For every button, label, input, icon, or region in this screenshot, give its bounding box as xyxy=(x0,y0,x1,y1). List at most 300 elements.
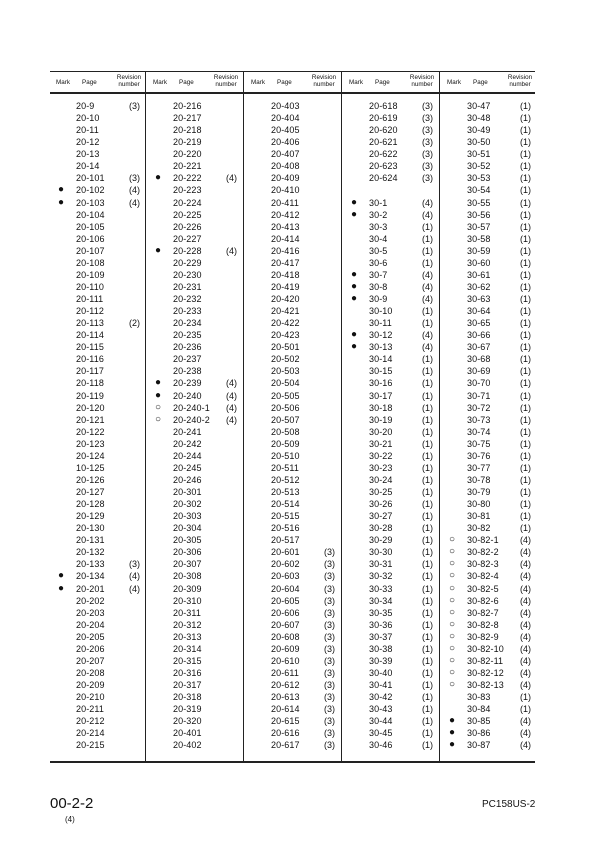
revision-mark: ○ xyxy=(448,534,456,546)
revision-mark: ● xyxy=(350,329,358,341)
table-row xyxy=(343,583,439,595)
revision-number: (4) xyxy=(226,173,237,184)
table-row xyxy=(441,317,537,329)
page-ref: 20-622 xyxy=(369,149,398,160)
table-row xyxy=(147,414,243,426)
page-ref: 20-122 xyxy=(76,426,105,437)
page-ref: 20-513 xyxy=(271,487,300,497)
page-ref: 20-227 xyxy=(173,233,202,244)
page-ref: 20-620 xyxy=(369,125,398,136)
table-row xyxy=(50,305,146,317)
page-ref: 30-53 xyxy=(467,173,491,184)
table-row xyxy=(147,595,243,607)
table-row xyxy=(343,112,439,124)
table-row xyxy=(245,655,341,667)
table-row xyxy=(245,438,341,450)
page-ref: 20-418 xyxy=(271,269,300,280)
table-row xyxy=(441,402,537,414)
page-ref: 20-307 xyxy=(173,559,202,570)
page-ref: 20-134 xyxy=(76,571,105,582)
table-row xyxy=(50,727,146,739)
table-row xyxy=(50,558,146,570)
table-row xyxy=(147,498,243,510)
column-header xyxy=(245,72,341,92)
table-row xyxy=(147,245,243,257)
page-ref: 20-506 xyxy=(271,402,300,413)
page-ref: 30-39 xyxy=(369,655,393,666)
table-row xyxy=(441,160,537,172)
page-ref: 20-225 xyxy=(173,209,202,220)
page-ref: 30-66 xyxy=(467,330,491,341)
page-ref: 30-65 xyxy=(467,318,491,329)
page-ref: 20-104 xyxy=(76,209,105,220)
revision-number: (1) xyxy=(422,523,433,534)
revision-number: (1) xyxy=(422,318,433,329)
page-ref: 30-11 xyxy=(369,318,392,329)
page-ref: 20-234 xyxy=(173,318,202,329)
page-ref: 20-233 xyxy=(173,306,202,317)
table-row xyxy=(245,570,341,582)
table-row xyxy=(147,703,243,715)
revision-number: (3) xyxy=(324,692,335,703)
page-column xyxy=(147,72,243,751)
page-ref: 20-608 xyxy=(271,631,300,642)
page-ref: 20-615 xyxy=(271,716,300,727)
page-ref: 30-59 xyxy=(467,245,491,256)
table-row xyxy=(343,341,439,353)
page-ref: 20-128 xyxy=(76,499,105,510)
table-row xyxy=(50,703,146,715)
page-ref: 20-316 xyxy=(173,667,202,678)
revision-mark: ● xyxy=(350,341,358,353)
page-ref: 20-508 xyxy=(271,426,300,437)
table-row xyxy=(441,257,537,269)
table-row xyxy=(245,269,341,281)
revision-number: (4) xyxy=(520,547,531,558)
revision-number: (1) xyxy=(422,704,433,715)
page-ref: 20-109 xyxy=(76,269,105,280)
table-row xyxy=(50,148,146,160)
table-row xyxy=(245,510,341,522)
revision-number: (4) xyxy=(226,402,237,413)
table-row xyxy=(147,172,243,184)
revision-number: (3) xyxy=(324,571,335,582)
table-row xyxy=(343,558,439,570)
page-ref: 20-202 xyxy=(76,595,105,606)
page-ref: 20-12 xyxy=(76,137,100,148)
page-ref: 20-123 xyxy=(76,438,105,449)
table-row xyxy=(441,100,537,112)
revision-number: (1) xyxy=(520,137,531,148)
table-row xyxy=(343,534,439,546)
revision-number: (4) xyxy=(422,342,433,353)
page-ref: 10-125 xyxy=(76,462,105,473)
revision-number: (3) xyxy=(324,619,335,630)
page-ref: 30-20 xyxy=(369,426,393,437)
table-row xyxy=(343,498,439,510)
table-row xyxy=(147,546,243,558)
table-row xyxy=(343,703,439,715)
page-ref: 20-605 xyxy=(271,595,300,606)
page-ref: 20-10 xyxy=(76,113,100,124)
table-row xyxy=(245,317,341,329)
revision-number: (1) xyxy=(422,571,433,582)
page-ref: 20-11 xyxy=(76,125,99,136)
table-row xyxy=(147,583,243,595)
page-ref: 30-80 xyxy=(467,499,491,510)
revision-number: (4) xyxy=(422,197,433,208)
page-ref: 20-222 xyxy=(173,173,202,184)
revision-number: (3) xyxy=(324,595,335,606)
table-row xyxy=(50,450,146,462)
revision-mark: ○ xyxy=(448,642,456,654)
table-row xyxy=(50,209,146,221)
page-ref: 20-504 xyxy=(271,378,300,389)
revision-number: (1) xyxy=(422,306,433,317)
page-ref: 30-74 xyxy=(467,426,491,437)
page-ref: 20-240-2 xyxy=(173,414,210,425)
revision-number: (4) xyxy=(422,281,433,292)
table-row xyxy=(245,595,341,607)
revision-number: (1) xyxy=(520,450,531,461)
table-row xyxy=(441,353,537,365)
table-row xyxy=(343,197,439,209)
header-bottom-rule xyxy=(50,92,535,94)
page-ref: 20-420 xyxy=(271,294,300,304)
revision-number: (4) xyxy=(422,209,433,220)
page-ref: 20-240-1 xyxy=(173,402,210,413)
page-ref: 30-31 xyxy=(369,559,393,570)
table-row xyxy=(343,329,439,341)
table-row xyxy=(147,317,243,329)
revision-number: (4) xyxy=(129,583,140,594)
table-row xyxy=(343,643,439,655)
revision-number: (3) xyxy=(324,583,335,594)
revision-mark: ● xyxy=(350,268,358,280)
page-ref: 20-607 xyxy=(271,619,300,630)
revision-number: (1) xyxy=(422,438,433,449)
table-row xyxy=(147,558,243,570)
table-row xyxy=(147,402,243,414)
revision-number: (4) xyxy=(520,535,531,546)
page-ref: 20-318 xyxy=(173,692,202,703)
table-row xyxy=(343,474,439,486)
page-column xyxy=(245,72,341,751)
page-ref: 20-406 xyxy=(271,137,300,148)
page-ref: 30-44 xyxy=(369,716,393,727)
revision-number: (1) xyxy=(422,233,433,244)
revision-number: (4) xyxy=(520,655,531,666)
page-ref: 20-201 xyxy=(76,583,105,594)
revision-number: (1) xyxy=(422,245,433,256)
page-ref: 20-312 xyxy=(173,619,202,630)
table-row xyxy=(441,450,537,462)
revision-mark: ○ xyxy=(448,679,456,690)
page-ref: 30-16 xyxy=(369,378,393,389)
page-ref: 30-2 xyxy=(369,209,388,220)
table-row xyxy=(147,667,243,679)
page-ref: 20-9 xyxy=(76,101,95,111)
table-row xyxy=(343,438,439,450)
page-ref: 30-32 xyxy=(369,571,393,582)
page-ref: 20-217 xyxy=(173,113,202,124)
page-ref: 20-121 xyxy=(76,414,105,425)
table-row xyxy=(147,739,243,751)
page-ref: 20-103 xyxy=(76,197,105,208)
table-row xyxy=(245,390,341,402)
table-row xyxy=(147,377,243,389)
revision-number: (1) xyxy=(520,149,531,160)
table-row xyxy=(147,522,243,534)
table-row xyxy=(50,257,146,269)
page-ref: 20-203 xyxy=(76,607,105,618)
page-ref: 20-301 xyxy=(173,487,202,497)
table-row xyxy=(245,607,341,619)
page-ref: 30-18 xyxy=(369,402,393,413)
table-row xyxy=(50,329,146,341)
page-ref: 20-236 xyxy=(173,342,202,353)
page-ref: 20-623 xyxy=(369,161,398,172)
page-ref: 30-60 xyxy=(467,257,491,268)
revision-number: (3) xyxy=(422,137,433,148)
revision-mark: ○ xyxy=(448,606,456,618)
page-ref: 30-12 xyxy=(369,330,393,341)
table-row xyxy=(147,160,243,172)
table-row xyxy=(147,197,243,209)
page-ref: 30-5 xyxy=(369,245,388,256)
page-ref: 20-118 xyxy=(76,378,104,389)
table-row xyxy=(245,691,341,703)
page-ref: 20-223 xyxy=(173,185,202,196)
table-row xyxy=(441,619,537,631)
page-header: Page xyxy=(277,79,292,86)
page-ref: 20-314 xyxy=(173,643,202,654)
revision-number: (1) xyxy=(422,499,433,510)
table-row xyxy=(441,438,537,450)
page-ref: 20-423 xyxy=(271,330,300,341)
page-ref: 20-130 xyxy=(76,523,105,534)
revision-number: (1) xyxy=(520,378,531,389)
revision-number: (4) xyxy=(226,414,237,425)
revision-mark: ○ xyxy=(154,401,162,413)
page-ref: 30-70 xyxy=(467,378,491,389)
page-ref: 20-131 xyxy=(76,535,105,546)
table-row xyxy=(50,402,146,414)
table-row xyxy=(245,414,341,426)
page-ref: 20-407 xyxy=(271,149,300,160)
revision-mark: ● xyxy=(448,727,456,739)
page-ref: 20-115 xyxy=(76,342,104,353)
page-ref: 20-229 xyxy=(173,257,202,268)
page-ref: 20-238 xyxy=(173,366,202,377)
table-row xyxy=(441,655,537,667)
revision-number: (4) xyxy=(520,728,531,739)
revision-number: (3) xyxy=(422,101,433,111)
table-row xyxy=(50,739,146,751)
revision-number: (1) xyxy=(520,245,531,256)
page-ref: 20-419 xyxy=(271,281,300,292)
revision-mark: ● xyxy=(350,208,358,220)
revision-header: Revision number xyxy=(409,74,435,88)
page-ref: 20-105 xyxy=(76,221,105,232)
table-row xyxy=(245,498,341,510)
table-row xyxy=(245,329,341,341)
revision-number: (1) xyxy=(520,101,531,111)
page-ref: 20-410 xyxy=(271,185,300,196)
page-ref: 30-81 xyxy=(467,511,491,522)
revision-number: (1) xyxy=(422,680,433,690)
table-row xyxy=(441,462,537,474)
page-ref: 20-610 xyxy=(271,655,300,666)
revision-number: (3) xyxy=(129,559,140,570)
page-ref: 30-82 xyxy=(467,523,491,534)
page-ref: 30-24 xyxy=(369,474,393,485)
revision-number: (1) xyxy=(520,523,531,534)
revision-header: Revision number xyxy=(116,74,142,88)
table-row xyxy=(441,233,537,245)
page-ref: 20-132 xyxy=(76,547,105,558)
revision-number: (3) xyxy=(129,173,140,184)
page-ref: 20-126 xyxy=(76,474,105,485)
page-ref: 20-507 xyxy=(271,414,300,425)
page-ref: 30-84 xyxy=(467,704,491,715)
column-divider xyxy=(243,72,244,761)
table-row xyxy=(441,510,537,522)
table-row xyxy=(343,510,439,522)
revision-number: (4) xyxy=(520,607,531,618)
table-row xyxy=(245,281,341,293)
page-ref: 30-38 xyxy=(369,643,393,654)
revision-mark: ● xyxy=(448,715,456,727)
page-ref: 30-82-1 xyxy=(467,535,499,546)
table-row xyxy=(50,583,146,595)
table-bottom-rule xyxy=(50,761,535,763)
table-row xyxy=(147,619,243,631)
page-ref: 30-55 xyxy=(467,197,491,208)
page-ref: 20-408 xyxy=(271,161,300,172)
page-ref: 30-85 xyxy=(467,716,491,727)
revision-mark: ● xyxy=(57,582,65,594)
table-row xyxy=(245,558,341,570)
page-ref: 20-113 xyxy=(76,318,104,329)
revision-number: (1) xyxy=(422,487,433,497)
table-row xyxy=(441,715,537,727)
page-ref: 20-106 xyxy=(76,233,105,244)
revision-number: (1) xyxy=(520,704,531,715)
page-ref: 20-421 xyxy=(271,306,300,317)
page-ref: 20-245 xyxy=(173,462,202,473)
table-row xyxy=(441,341,537,353)
revision-number: (1) xyxy=(422,474,433,485)
table-row xyxy=(147,124,243,136)
table-row xyxy=(245,112,341,124)
table-row xyxy=(245,546,341,558)
table-row xyxy=(441,558,537,570)
table-row xyxy=(50,317,146,329)
revision-number: (4) xyxy=(520,716,531,727)
table-row xyxy=(343,353,439,365)
page-ref: 20-231 xyxy=(173,281,202,292)
table-row xyxy=(343,305,439,317)
page-ref: 30-1 xyxy=(369,197,388,208)
mark-header: Mark xyxy=(56,79,70,86)
table-row xyxy=(147,281,243,293)
table-row xyxy=(343,486,439,498)
page-ref: 20-13 xyxy=(76,149,100,160)
page-ref: 30-71 xyxy=(467,390,491,401)
table-row xyxy=(50,365,146,377)
revision-number: (2) xyxy=(129,318,140,329)
page-ref: 20-511 xyxy=(271,462,299,473)
page-ref: 20-212 xyxy=(76,716,105,727)
revision-number: (1) xyxy=(422,426,433,437)
page-header: Page xyxy=(82,79,97,86)
table-row xyxy=(343,607,439,619)
page-ref: 20-241 xyxy=(173,426,202,437)
table-row xyxy=(50,197,146,209)
page-ref: 20-515 xyxy=(271,511,300,522)
column-divider xyxy=(439,72,440,761)
page-ref: 30-46 xyxy=(369,740,393,751)
table-row xyxy=(147,534,243,546)
revision-number: (3) xyxy=(324,680,335,690)
revision-mark: ● xyxy=(57,196,65,208)
table-row xyxy=(50,160,146,172)
revision-number: (4) xyxy=(129,571,140,582)
page-ref: 20-304 xyxy=(173,523,202,534)
table-row xyxy=(343,257,439,269)
page-ref: 20-317 xyxy=(173,680,202,690)
page-ref: 20-119 xyxy=(76,390,104,401)
page-header: Page xyxy=(375,79,390,86)
page-ref: 20-602 xyxy=(271,559,300,570)
revision-number: (1) xyxy=(520,233,531,244)
revision-number: (1) xyxy=(520,692,531,703)
table-row xyxy=(245,353,341,365)
revision-number: (4) xyxy=(520,619,531,630)
page-ref: 20-603 xyxy=(271,571,300,582)
table-row xyxy=(245,221,341,233)
table-row xyxy=(50,679,146,691)
revision-number: (3) xyxy=(324,667,335,678)
table-row xyxy=(441,607,537,619)
page-ref: 30-54 xyxy=(467,185,491,196)
page-ref: 30-52 xyxy=(467,161,491,172)
table-row xyxy=(245,293,341,305)
table-row xyxy=(147,365,243,377)
revision-number: (1) xyxy=(520,487,531,497)
table-row xyxy=(50,619,146,631)
revision-number: (1) xyxy=(520,354,531,365)
page-ref: 20-417 xyxy=(271,257,300,268)
table-row xyxy=(50,631,146,643)
table-row xyxy=(147,329,243,341)
page-ref: 30-29 xyxy=(369,535,393,546)
revision-number: (1) xyxy=(422,257,433,268)
mark-header: Mark xyxy=(349,79,363,86)
revision-number: (1) xyxy=(520,197,531,208)
table-row xyxy=(343,136,439,148)
table-row xyxy=(245,100,341,112)
mark-header: Mark xyxy=(153,79,167,86)
table-row xyxy=(245,667,341,679)
page-ref: 20-206 xyxy=(76,643,105,654)
table-row xyxy=(441,245,537,257)
table-row xyxy=(343,715,439,727)
page-ref: 30-82-8 xyxy=(467,619,499,630)
revision-number: (1) xyxy=(520,474,531,485)
table-row xyxy=(50,172,146,184)
